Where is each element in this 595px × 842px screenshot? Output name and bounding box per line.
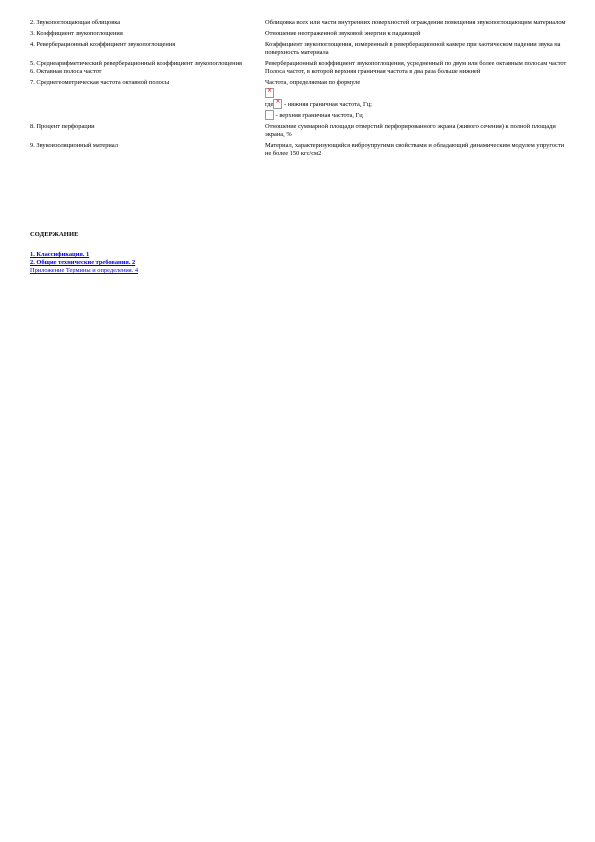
term-name: 9. Звукоизоляционный материал bbox=[30, 142, 118, 149]
toc-link-requirements[interactable]: 2. Общие технические требования. 2 bbox=[30, 259, 136, 266]
formula-image-line bbox=[265, 88, 570, 98]
broken-image-icon bbox=[265, 88, 274, 98]
term-name: 5. Среднеарифметический реверберационный коэффициент звукопоглощения bbox=[30, 60, 242, 67]
lower-frequency-desc: - нижняя граничная частота, Гц; bbox=[282, 101, 372, 108]
terms-table bbox=[30, 19, 570, 158]
term-name: 2. Звукопоглощающая облицовка bbox=[30, 19, 121, 26]
term-definition: Полоса частот, в которой верхняя граничная частота в два раза больше нижней bbox=[265, 68, 481, 75]
term-name: 8. Процент перфорации bbox=[30, 123, 95, 130]
term-definition: Отношение суммарной площади отверстий перфорированного экрана (живого сечения) к полной площади экрана, % bbox=[265, 123, 556, 138]
term-name: 7. Среднегеометрическая частота октавной полосы bbox=[30, 79, 170, 86]
term-name: 3. Коэффициент звукопоглощения bbox=[30, 30, 123, 37]
term-name: 6. Октавная полоса частот bbox=[30, 68, 102, 75]
where-prefix: где bbox=[265, 101, 274, 108]
term-row bbox=[30, 68, 570, 79]
term-definition: Частота, определяемая по формуле bbox=[265, 79, 361, 86]
toc-link-appendix[interactable]: Приложение Термины и определения. 4 bbox=[30, 267, 139, 274]
term-definition: Коэффициент звукопоглощения, измеренный в реверберационной камере при хаотическом падении звука на поверхность материала bbox=[265, 41, 561, 56]
toc-title: СОДЕРЖАНИЕ bbox=[30, 231, 79, 238]
term-definition: Облицовка всех или части внутренних поверхностей ограждения помещения звукопоглощающим материалом bbox=[265, 19, 566, 26]
upper-frequency-desc: - верхняя граничная частота, Гц bbox=[274, 112, 363, 119]
table-of-contents bbox=[30, 251, 138, 275]
term-row bbox=[30, 30, 570, 41]
term-row bbox=[30, 142, 570, 158]
term-definition-formula bbox=[265, 79, 570, 123]
formula-lower-line bbox=[265, 99, 570, 109]
formula-upper-line bbox=[265, 110, 570, 120]
term-name: 4. Реверберационный коэффициент звукопоглощения bbox=[30, 41, 176, 48]
term-row bbox=[30, 19, 570, 30]
blank-image-icon bbox=[265, 110, 274, 120]
term-definition: Материал, характеризующийся виброупругими свойствами и обладающий динамическим модулем упругости не более 150 кгс/см2 bbox=[265, 142, 565, 157]
term-row bbox=[30, 60, 570, 68]
term-row bbox=[30, 79, 570, 123]
term-definition: Реверберационный коэффициент звукопоглощения, усредненный по двум или более октавным полосам частот bbox=[265, 60, 567, 67]
term-row bbox=[30, 123, 570, 142]
broken-image-icon bbox=[273, 99, 282, 109]
toc-link-classification[interactable]: 1. Классификация. 1 bbox=[30, 251, 90, 258]
term-definition: Отношение неотраженной звуковой энергии к падающей bbox=[265, 30, 421, 37]
term-row bbox=[30, 41, 570, 60]
